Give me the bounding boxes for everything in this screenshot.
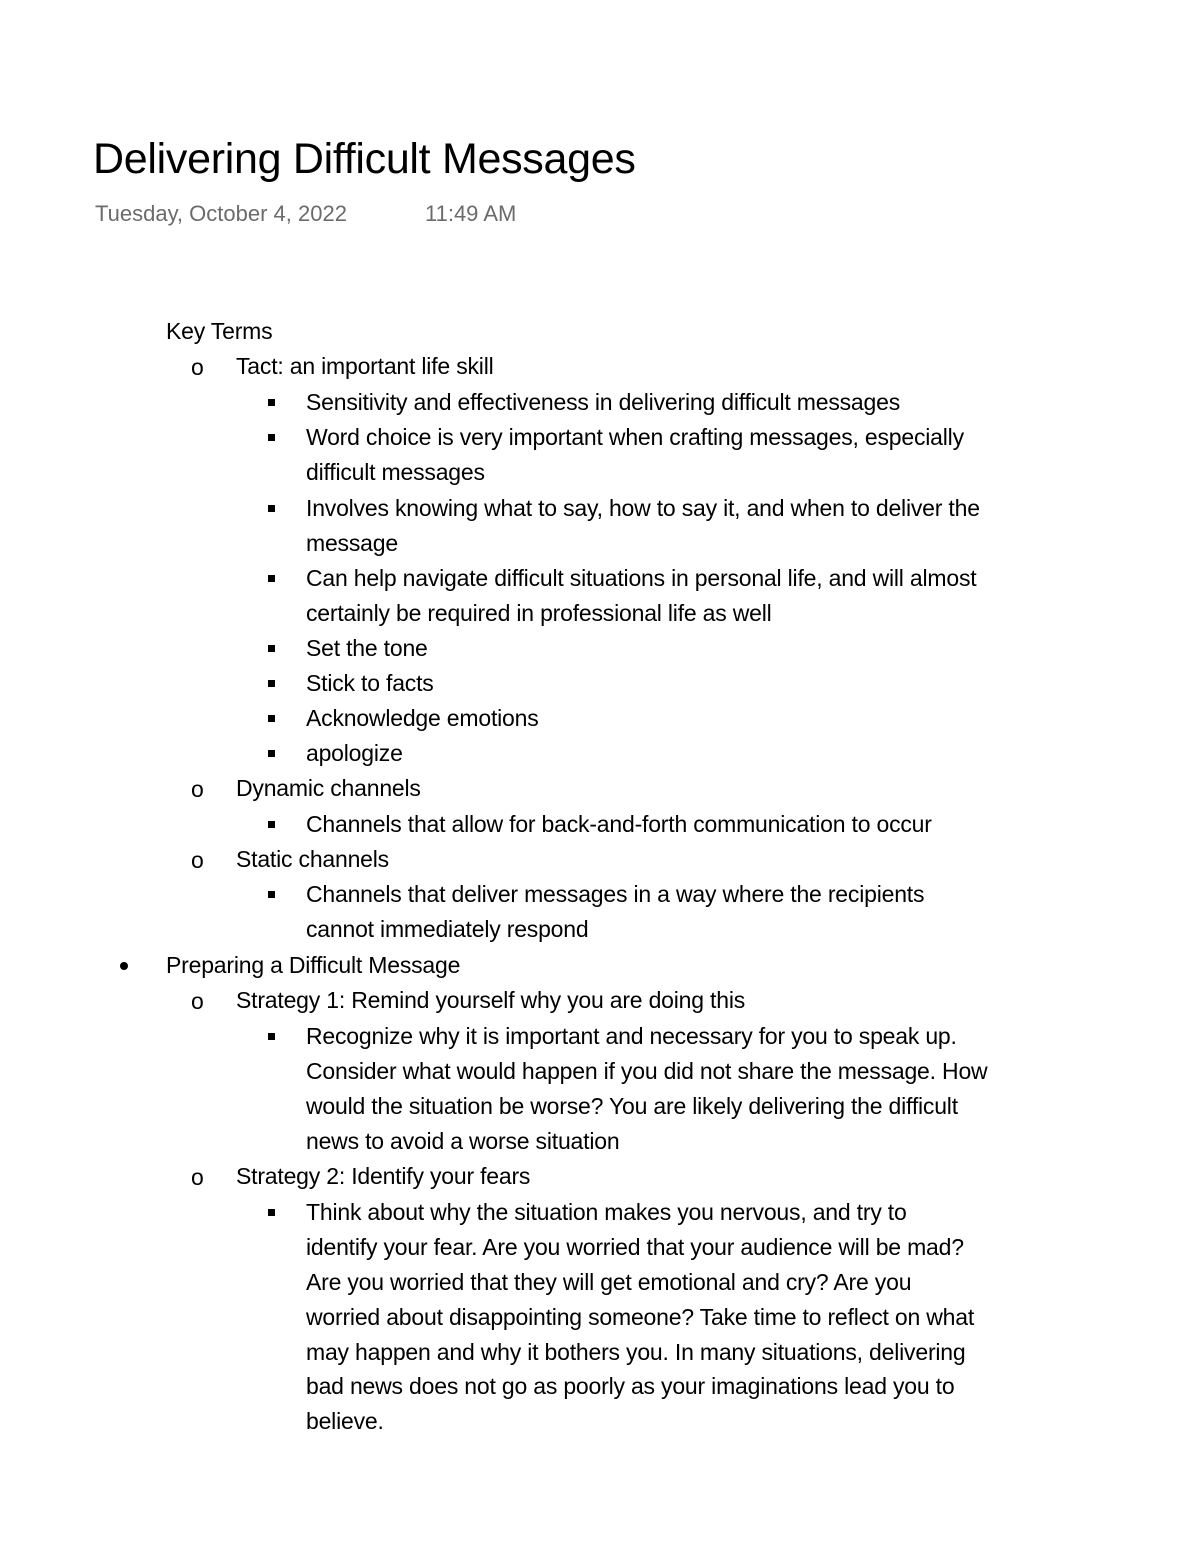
square-bullet	[268, 715, 275, 722]
square-bullet	[268, 891, 275, 898]
sub-bullet-marker: o	[191, 988, 204, 1014]
square-bullet	[268, 1033, 275, 1040]
key-terms-heading: Key Terms	[166, 318, 273, 344]
paragraph-line: believe.	[306, 1408, 384, 1434]
list-item-continued: difficult messages	[306, 459, 485, 485]
note-time: 11:49 AM	[425, 201, 517, 226]
paragraph-line: news to avoid a worse situation	[306, 1128, 620, 1154]
list-item: Acknowledge emotions	[306, 705, 539, 731]
sub-bullet-marker: o	[191, 847, 204, 873]
square-bullet	[268, 750, 275, 757]
paragraph-line: worried about disappointing someone? Take time to reflect on what	[306, 1304, 975, 1330]
square-bullet	[268, 505, 275, 512]
paragraph-line: Consider what would happen if you did not share the message. How	[306, 1058, 988, 1084]
paragraph-line: identify your fear. Are you worried that your audience will be mad?	[306, 1234, 964, 1260]
list-item: Sensitivity and effectiveness in delivering difficult messages	[306, 389, 901, 415]
paragraph-line: Are you worried that they will get emotional and cry? Are you	[306, 1269, 912, 1295]
page-title: Delivering Difficult Messages	[93, 135, 636, 183]
static-channels-label: Static channels	[236, 846, 389, 872]
square-bullet	[268, 645, 275, 652]
paragraph-line: Recognize why it is important and necessary for you to speak up.	[306, 1023, 957, 1049]
strategy-1-label: Strategy 1: Remind yourself why you are doing this	[236, 987, 746, 1013]
square-bullet	[268, 575, 275, 582]
list-item: Involves knowing what to say, how to say it, and when to deliver the	[306, 495, 980, 521]
tact-label: Tact: an important life skill	[236, 353, 494, 379]
list-item: Can help navigate difficult situations in personal life, and will almost	[306, 565, 977, 591]
square-bullet	[268, 399, 275, 406]
list-item-continued: message	[306, 530, 398, 556]
sub-bullet-marker: o	[191, 1164, 204, 1190]
list-item: Word choice is very important when crafting messages, especially	[306, 424, 964, 450]
sub-bullet-marker: o	[191, 354, 204, 380]
square-bullet	[268, 434, 275, 441]
sub-bullet-marker: o	[191, 776, 204, 802]
dynamic-channels-label: Dynamic channels	[236, 775, 421, 801]
disc-bullet	[120, 962, 128, 970]
list-item-continued: certainly be required in professional life as well	[306, 600, 772, 626]
paragraph-line: would the situation be worse? You are likely delivering the difficult	[306, 1093, 958, 1119]
list-item: Set the tone	[306, 635, 428, 661]
list-item: Channels that deliver messages in a way where the recipients	[306, 881, 925, 907]
square-bullet	[268, 1209, 275, 1216]
paragraph-line: may happen and why it bothers you. In many situations, delivering	[306, 1339, 966, 1365]
list-item: Channels that allow for back-and-forth communication to occur	[306, 811, 932, 837]
square-bullet	[268, 680, 275, 687]
preparing-heading: Preparing a Difficult Message	[166, 952, 461, 978]
paragraph-line: bad news does not go as poorly as your imaginations lead you to	[306, 1373, 955, 1399]
square-bullet	[268, 821, 275, 828]
list-item: Stick to facts	[306, 670, 434, 696]
strategy-2-label: Strategy 2: Identify your fears	[236, 1163, 531, 1189]
list-item: apologize	[306, 740, 403, 766]
note-timestamp	[95, 199, 517, 229]
list-item-continued: cannot immediately respond	[306, 916, 589, 942]
note-date: Tuesday, October 4, 2022	[95, 201, 347, 226]
paragraph-line: Think about why the situation makes you nervous, and try to	[306, 1199, 907, 1225]
